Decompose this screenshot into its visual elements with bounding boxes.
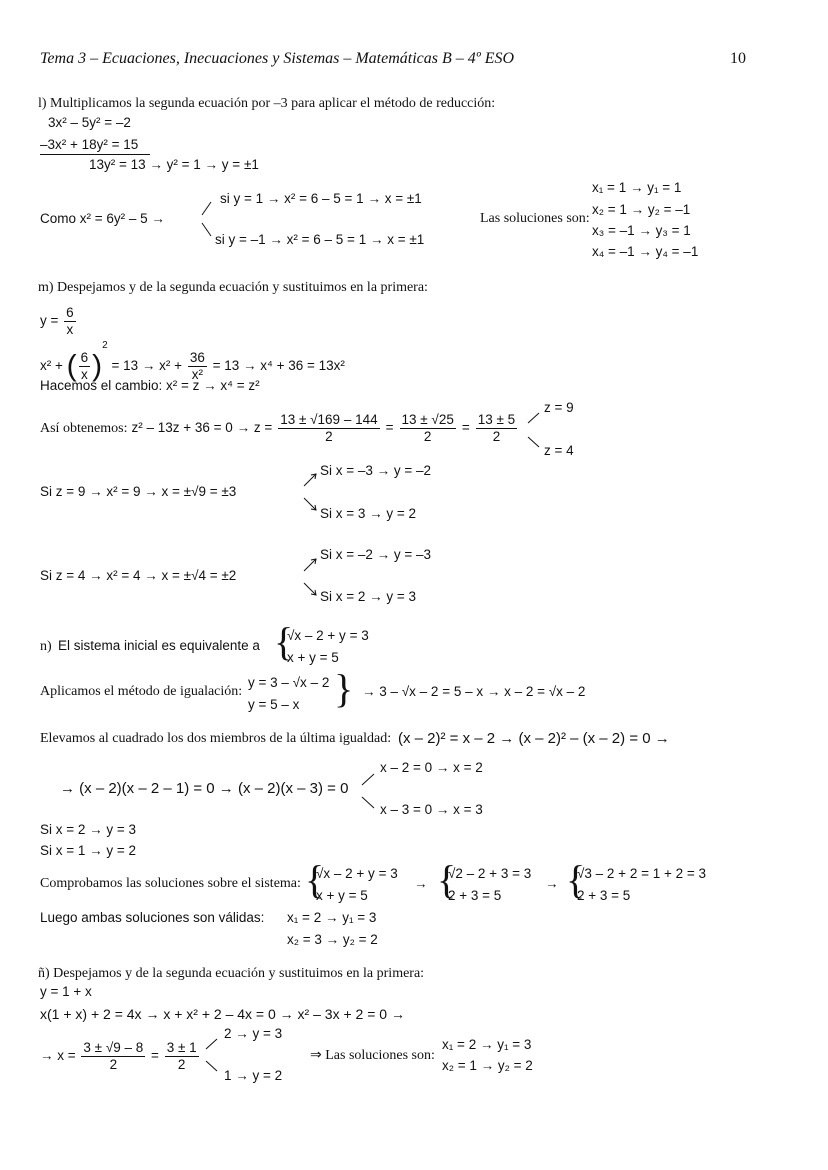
- section-l-row3: 13y² = 13 → y² = 1 → y = ±1: [89, 157, 259, 172]
- si-z4-branch-b: Si x = 2 → y = 3: [320, 589, 417, 604]
- si-z9-branch-a: Si x = –3 → y = –2: [320, 463, 432, 478]
- eq1-part-e: = 13 → x⁴ + 36 = 13x²: [212, 358, 345, 373]
- denominator: x: [81, 366, 88, 382]
- fraction-enye-2: [165, 1040, 199, 1073]
- eq1-part-b: = 13 → x² +: [111, 358, 183, 373]
- z-equals-9: z = 9: [544, 400, 574, 415]
- eq1-part-a: x² +: [40, 358, 63, 373]
- fraction-quadratic-1: [278, 412, 379, 445]
- section-l-sol2: x₂ = 1 → y₂ = –1: [592, 202, 691, 217]
- section-m-equation1: [40, 340, 345, 383]
- asi-label: Así obtenemos:: [40, 421, 128, 437]
- check-brace-3: {: [566, 857, 586, 902]
- equals-sign: =: [151, 1048, 159, 1064]
- enye-branch-a: 2 → y = 3: [224, 1026, 283, 1041]
- section-l-row1: 3x² – 5y² = –2: [48, 115, 131, 130]
- numerator: 13 ± √169 – 144: [280, 412, 378, 427]
- fraction-quadratic-2: [400, 412, 456, 445]
- arrow: →: [414, 876, 428, 891]
- right-paren: ): [92, 349, 103, 383]
- enye-sol-1: x₁ = 2 → y₁ = 3: [442, 1037, 532, 1052]
- factorizacion: → (x – 2)(x – 2 – 1) = 0 → (x – 2)(x – 3) = 0: [60, 780, 349, 797]
- fraction-6-over-x: [64, 305, 76, 338]
- check-2-eq2: 2 + 3 = 5: [448, 888, 502, 903]
- branch-lines-z9: [302, 470, 322, 514]
- section-l-intro: l) Multiplicamos la segunda ecuación por –3 para aplicar el método de reducción:: [38, 96, 496, 111]
- check-3-eq1: √3 – 2 + 2 = 1 + 2 = 3: [577, 866, 707, 881]
- numerator: 36: [189, 349, 205, 365]
- elevamos-eq: (x – 2)² = x – 2 → (x – 2)² – (x – 2) = 0 →: [398, 730, 670, 747]
- numerator: 6: [80, 349, 89, 365]
- arrow: →: [545, 876, 559, 891]
- section-m-cambio: Hacemos el cambio: x² = z → x⁴ = z²: [40, 378, 260, 393]
- branch-x2: x – 2 = 0 → x = 2: [380, 760, 483, 775]
- numerator: 6: [66, 305, 74, 320]
- enye-line2: x(1 + x) + 2 = 4x → x + x² + 2 – 4x = 0 → x² – 3x + 2 = 0 →: [40, 1006, 405, 1022]
- check-brace-1: {: [305, 857, 325, 902]
- equals-sign: =: [385, 420, 394, 436]
- denominator: 2: [492, 429, 501, 444]
- check-3-eq2: 2 + 3 = 5: [577, 888, 631, 903]
- branch-lines-z: [525, 410, 545, 450]
- enye-line1: y = 1 + x: [40, 984, 92, 999]
- equals-sign: =: [461, 420, 470, 436]
- section-m-intro: m) Despejamos y de la segunda ecuación y sustituimos en la primera:: [38, 280, 428, 295]
- section-n-intro-full: [58, 638, 260, 653]
- x-equals: → x =: [40, 1048, 76, 1064]
- exponent-2: 2: [102, 340, 108, 351]
- section-l-branch2: si y = –1 → x² = 6 – 5 = 1 → x = ±1: [215, 232, 425, 247]
- si-z9-branch-b: Si x = 3 → y = 2: [320, 506, 417, 521]
- page-number: 10: [730, 50, 746, 67]
- section-l-sol3: x₃ = –1 → y₃ = 1: [592, 223, 691, 238]
- check-1-eq2: x + y = 5: [316, 888, 368, 903]
- enye-line3: [40, 1040, 201, 1073]
- luego-label: Luego ambas soluciones son válidas:: [40, 910, 265, 925]
- branch-lines-fact: [360, 770, 380, 812]
- page-header-title: Tema 3 – Ecuaciones, Inecuaciones y Sistemas – Matemáticas B – 4º ESO: [40, 50, 515, 67]
- igualacion-result: → 3 – √x – 2 = 5 – x → x – 2 = √x – 2: [362, 684, 586, 699]
- numerator: 13 ± 5: [477, 412, 516, 427]
- si-x-1: Si x = 1 → y = 2: [40, 843, 137, 858]
- check-brace-2: {: [437, 857, 457, 902]
- si-z-9: Si z = 9 → x² = 9 → x = ±√9 = ±3: [40, 484, 237, 499]
- si-z-4: Si z = 4 → x² = 4 → x = ±√4 = ±2: [40, 568, 237, 583]
- asi-equation: z² – 13z + 36 = 0 → z =: [131, 420, 273, 436]
- numerator: 13 ± √25: [401, 412, 454, 427]
- left-paren: (: [66, 349, 77, 383]
- denominator: 2: [423, 429, 432, 444]
- section-m-y-equals: [40, 305, 78, 338]
- intro-rest: El sistema inicial es equivalente a: [58, 638, 260, 653]
- section-l-solutions-label: Las soluciones son:: [480, 211, 590, 226]
- comprobamos-label: Comprobamos las soluciones sobre el sistema:: [40, 876, 301, 891]
- fraction-enye-1: [81, 1040, 145, 1073]
- si-x-2: Si x = 2 → y = 3: [40, 822, 137, 837]
- branch-x3: x – 3 = 0 → x = 3: [380, 802, 483, 817]
- check-1-eq1: √x – 2 + y = 3: [316, 866, 398, 881]
- section-l-branch1: si y = 1 → x² = 6 – 5 = 1 → x = ±1: [220, 191, 422, 206]
- section-l-sol1: x₁ = 1 → y₁ = 1: [592, 180, 682, 195]
- system-brace: {: [274, 619, 294, 664]
- denominator: 2: [177, 1057, 186, 1072]
- si-z4-branch-a: Si x = –2 → y = –3: [320, 547, 432, 562]
- section-l-sol4: x₄ = –1 → y₄ = –1: [592, 244, 699, 259]
- fraction-quadratic-3: [476, 412, 517, 445]
- branch-lines-z4: [302, 555, 322, 599]
- branch-lines-l: [200, 196, 216, 242]
- sum-line: [40, 154, 150, 155]
- enye-solutions-label: ⇒ Las soluciones son:: [310, 1048, 435, 1063]
- section-n-letter: n): [40, 639, 52, 654]
- denominator: 2: [109, 1057, 118, 1072]
- denominator: x²: [191, 366, 203, 382]
- system-eq1: √x – 2 + y = 3: [287, 628, 369, 643]
- section-enye-intro: ñ) Despejamos y de la segunda ecuación y sustituimos en la primera:: [38, 966, 425, 981]
- denominator: x: [66, 322, 74, 337]
- enye-sol-2: x₂ = 1 → y₂ = 2: [442, 1058, 533, 1073]
- check-2-eq1: √2 – 2 + 3 = 3: [448, 866, 532, 881]
- numerator: 3 ± 1: [166, 1040, 197, 1055]
- section-n-intro: [40, 638, 52, 655]
- section-l-row2: –3x² + 18y² = 15: [40, 137, 139, 152]
- enye-branch-b: 1 → y = 2: [224, 1068, 283, 1083]
- aplicamos-label: Aplicamos el método de igualación:: [40, 684, 243, 699]
- branch-lines-enye: [204, 1034, 222, 1076]
- section-l-como: Como x² = 6y² – 5 →: [40, 211, 165, 226]
- z-equals-4: z = 4: [544, 443, 574, 458]
- elevamos-label: Elevamos al cuadrado los dos miembros de la última igualdad:: [40, 731, 392, 746]
- numerator: 3 ± √9 – 8: [83, 1040, 144, 1055]
- section-m-asi-line: [40, 412, 519, 445]
- denominator: 2: [325, 429, 333, 444]
- igualacion-brace: }: [334, 666, 354, 711]
- igualacion-eq1: y = 3 – √x – 2: [248, 675, 330, 690]
- y-equals-label: y =: [40, 313, 59, 329]
- igualacion-eq2: y = 5 – x: [248, 697, 300, 712]
- valid-sol-1: x₁ = 2 → y₁ = 3: [287, 910, 377, 925]
- system-eq2: x + y = 5: [287, 650, 339, 665]
- valid-sol-2: x₂ = 3 → y₂ = 2: [287, 932, 378, 947]
